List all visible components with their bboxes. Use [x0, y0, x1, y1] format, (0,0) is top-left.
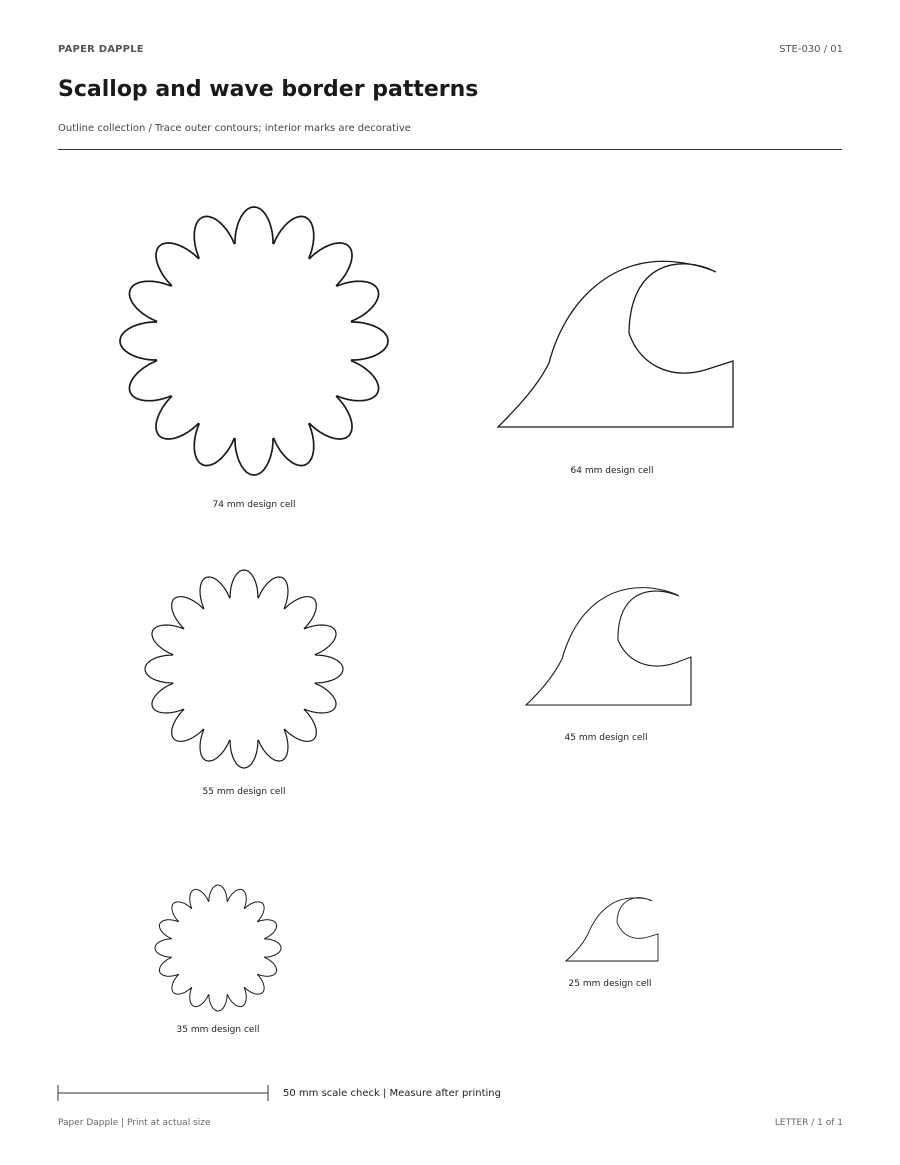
- cell-caption-64mm: 64 mm design cell: [570, 466, 654, 476]
- wave-outline-25mm: [566, 898, 658, 961]
- wave-outline-45mm: [526, 588, 691, 705]
- cell-caption-25mm: 25 mm design cell: [568, 979, 652, 989]
- cell-caption-55mm: 55 mm design cell: [202, 787, 286, 797]
- cell-caption-74mm: 74 mm design cell: [212, 500, 296, 510]
- brand-label: PAPER DAPPLE: [58, 44, 144, 55]
- cell-caption-45mm: 45 mm design cell: [564, 733, 648, 743]
- cell-caption-35mm: 35 mm design cell: [176, 1025, 260, 1035]
- footer-left: Paper Dapple | Print at actual size: [58, 1118, 211, 1128]
- footer-right: LETTER / 1 of 1: [774, 1118, 843, 1128]
- scale-check-label: 50 mm scale check | Measure after printing: [283, 1088, 501, 1099]
- sheet-code: STE-030 / 01: [779, 44, 843, 55]
- scallop-outline-55mm: [145, 570, 343, 768]
- page-subtitle: Outline collection / Trace outer contours; interior marks are decorative: [58, 123, 411, 134]
- scallop-outline-74mm: [120, 207, 388, 475]
- scale-bar: [58, 1085, 268, 1101]
- scallop-outline-35mm: [155, 885, 281, 1011]
- wave-outline-64mm: [498, 261, 733, 427]
- page-title: Scallop and wave border patterns: [58, 77, 479, 102]
